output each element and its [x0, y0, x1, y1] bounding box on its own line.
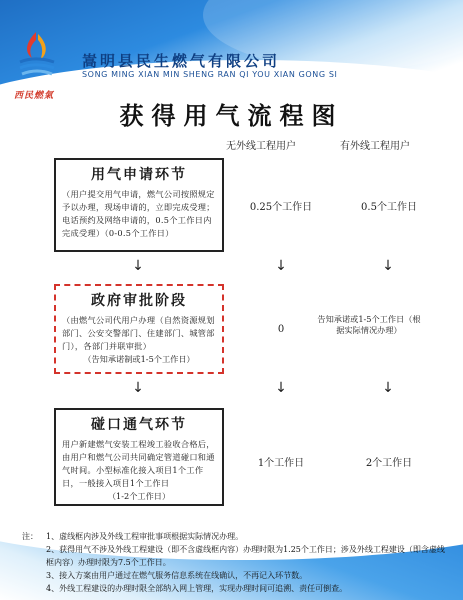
step-connection-box — [54, 408, 224, 506]
company-logo-icon — [14, 28, 58, 84]
arrow-down-icon: ↓ — [382, 380, 394, 396]
step-description: 用户新建燃气安装工程竣工验收合格后，由用户和燃气公司共同确定管道碰口和通气时间。小型标准化接入项目1个工作日，一般接入项目1个工作日 — [62, 439, 215, 488]
footnote-label: 注： — [22, 532, 38, 541]
step-application-with-external-value: 0.5个工作日 — [361, 202, 417, 213]
step-title: 碰口通气环节 — [91, 417, 187, 433]
footnote-item: 2、获得用气不涉及外线工程建设（即不含虚线框内容）办理时限为1.25个工作日；涉及外线工程建设（即含虚线框内容）办理时限为7.5个工作日。 — [46, 545, 445, 567]
company-name: 嵩明县民生燃气有限公司 — [82, 52, 281, 70]
arrow-down-icon: ↓ — [132, 380, 144, 396]
step-application-no-external-value: 0.25个工作日 — [249, 202, 313, 213]
step-approval-with-external-value: 告知承诺或1-5个工作日（根据实际情况办理） — [317, 314, 421, 335]
arrow-down-icon: ↓ — [275, 380, 287, 396]
footnote-item: 4、外线工程建设的办理时限全部纳入网上管理，实现办理时间可追溯、责任可倒查。 — [46, 584, 348, 593]
step-approval-no-external-value: 0 — [277, 324, 285, 335]
step-title: 用气申请环节 — [91, 167, 187, 183]
arrow-down-icon: ↓ — [132, 258, 144, 274]
footnote-item: 3、接入方案由用户通过在燃气服务信息系统在线确认，不再记入环节数。 — [46, 571, 308, 580]
page-title: 获得用气流程图 — [119, 101, 344, 130]
column-header-no-external: 无外线工程用户 — [226, 141, 296, 152]
step-description: （用户提交用气申请，燃气公司按照规定予以办理，现场申请的，立即完成受理；电话预约及网络申请的，0.5个工作日内完成受理）（0-0.5个工作日） — [62, 189, 215, 238]
step-note: （1-2个工作日） — [107, 491, 171, 501]
step-application-box — [54, 158, 224, 252]
company-pinyin: SONG MING XIAN MIN SHENG RAN QI YOU XIAN GONG SI — [82, 70, 338, 79]
column-header-with-external: 有外线工程用户 — [340, 141, 410, 152]
step-connection-with-external-value: 2个工作日 — [365, 458, 413, 469]
footnotes — [22, 530, 452, 595]
step-description: （由燃气公司代用户办理（自然资源规划部门、公安交警部门、住建部门、城管部门），各部门并联审批） — [62, 315, 215, 351]
step-government-approval-box — [54, 284, 224, 374]
arrow-down-icon: ↓ — [275, 258, 287, 274]
step-connection-no-external-value: 1个工作日 — [257, 458, 305, 469]
step-title: 政府审批阶段 — [91, 293, 187, 309]
logo-script-text: 西民燃氣 — [14, 91, 55, 101]
footnote-item — [22, 530, 452, 543]
step-note: （告知承诺制或1-5个工作日） — [83, 354, 195, 364]
arrow-down-icon: ↓ — [382, 258, 394, 274]
footnote-text: 1、虚线框内涉及外线工程审批事项根据实际情况办理。 — [46, 532, 244, 541]
